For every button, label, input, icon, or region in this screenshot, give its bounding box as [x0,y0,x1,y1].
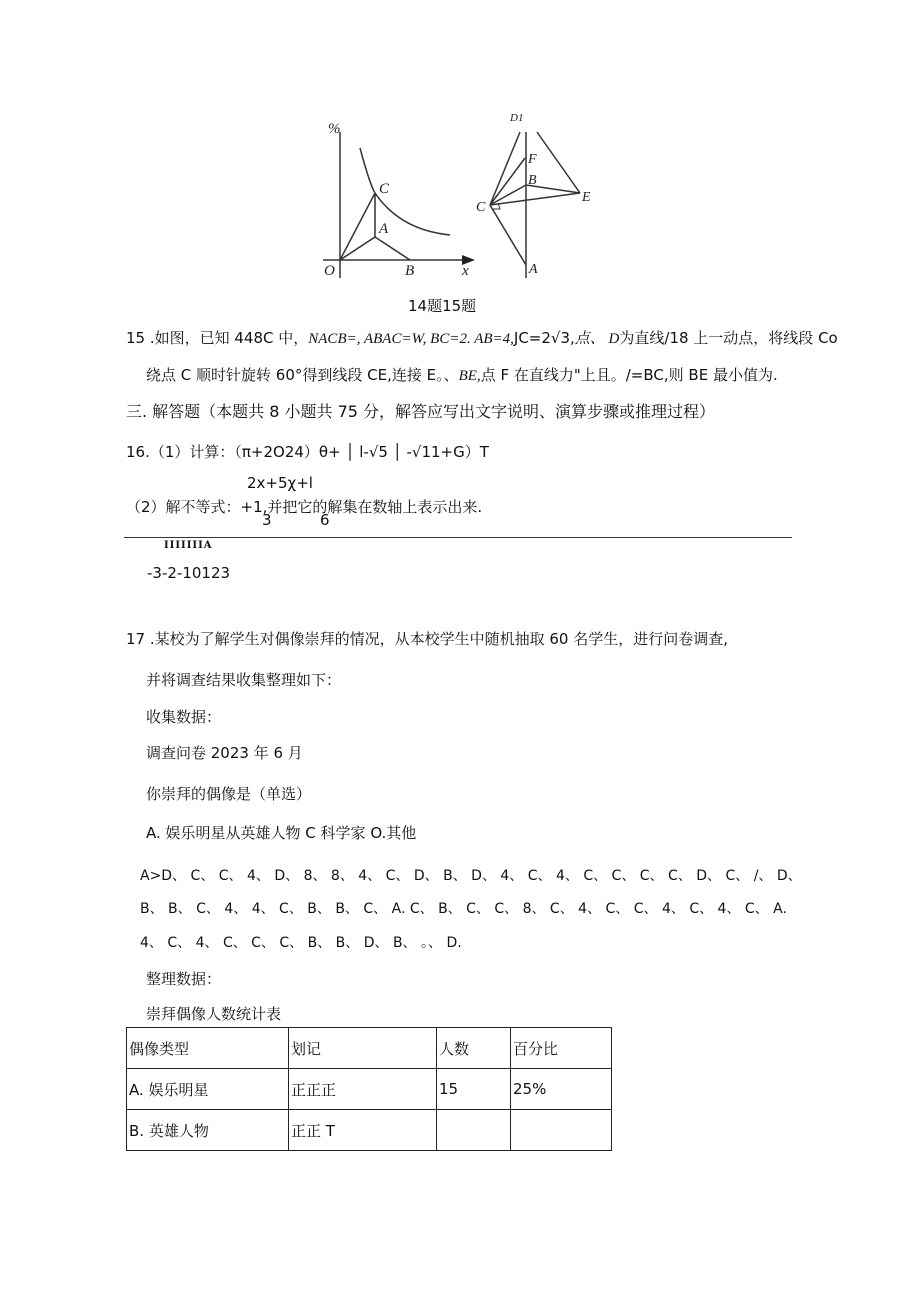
data-row: A>D、 C、 C、 4、 D、 8、 8、 4、 C、 D、 B、 D、 4、 C、 4、 C、 C、 C、 C、 D、 C、 /、 D、 [140,868,802,884]
figures-14-15 [310,105,610,315]
table-title: 崇拜偶像人数统计表 [146,1005,282,1023]
label-D1: D1 [510,112,524,124]
header-cell: 百分比 [511,1028,612,1069]
q17-line2: 并将调查结果收集整理如下： [146,671,342,689]
figure-14 [323,132,475,278]
table-cell: B. 英雄人物 [127,1110,289,1151]
survey-options: A. 娱乐明星从英雄人物 C 科学家 O.其他 [146,824,417,842]
header-cell: 划记 [289,1028,437,1069]
idol-stats-table [126,1027,612,1151]
q16-den1: 3 [262,511,272,529]
label-A2: A [529,262,538,277]
table-row [127,1110,612,1151]
text: NACB=, ABAC=W, BC=2. AB=4, [308,331,514,347]
number-line-ticks: IIIIIIIA [164,540,213,551]
text: 15 .如图，已知 448C 中， [126,329,309,347]
label-E: E [582,190,591,205]
table-cell [437,1110,511,1151]
header-cell: 人数 [437,1028,511,1069]
text: 绕点 C 顺时针旋转 60°得到线段 CE,连接 E。、 [146,366,459,384]
text: 为直线/18 上一动点，将线段 Co [619,329,838,347]
label-C: C [379,181,390,197]
table-cell [511,1110,612,1151]
q16-numerator: 2x+5χ+l [247,474,313,492]
header-cell: 偶像类型 [127,1028,289,1069]
data-row: B、 B、 C、 4、 4、 C、 B、 B、 C、 A. C、 B、 C、 C、 8、 C、 4、 C、 C、 4、 C、 4、 C、 A. [140,901,787,917]
text: 点 F 在直线力"上且。/=BC,则 BE 最小值为. [480,366,778,384]
figure-caption: 14题15题 [408,297,477,315]
survey-title: 调查问卷 2023 年 6 月 [146,744,303,762]
text: 点、 D [574,331,620,347]
q16-part2: （2）解不等式：+1,并把它的解集在数轴上表示出来. [126,498,483,516]
organize-label: 整理数据： [146,970,222,988]
q16-part1: 16.（1）计算：（π+2O24）θ+ │ l-√5 │ -√11+G）T [126,443,489,461]
data-row: 4、 C、 4、 C、 C、 C、 B、 B、 D、 B、 。、 D. [140,935,462,951]
label-B2: B [528,173,537,188]
section-3-heading: 三. 解答题（本题共 8 小题共 75 分，解答应写出文字说明、演算步骤或推理过程） [126,402,716,421]
divider-line [124,537,792,538]
collect-label: 收集数据： [146,708,222,726]
table-header-row [127,1028,612,1069]
y-axis-label: % [328,121,341,137]
label-F: F [528,152,537,167]
q15-line2 [146,364,778,385]
table-cell: 15 [437,1069,511,1110]
table-cell: A. 娱乐明星 [127,1069,289,1110]
table-cell: 正正正 [289,1069,437,1110]
table-cell: 正正 T [289,1110,437,1151]
label-B: B [405,263,415,279]
q17-line1: 17 .某校为了解学生对偶像崇拜的情况，从本校学生中随机抽取 60 名学生，进行问卷调查, [126,630,729,648]
text: JC=2√3, [513,329,575,347]
text: BE, [458,368,481,384]
q15-line1 [126,327,838,348]
hyperbola-curve [360,148,450,235]
label-O: O [324,263,335,279]
label-A: A [379,221,389,237]
survey-question: 你崇拜的偶像是（单选） [146,785,312,803]
number-line-labels: -3-2-10123 [147,564,231,582]
label-C2: C [476,200,486,215]
q16-den2: 6 [320,511,330,529]
x-axis-label: x [462,263,469,279]
table-cell: 25% [511,1069,612,1110]
table-row [127,1069,612,1110]
